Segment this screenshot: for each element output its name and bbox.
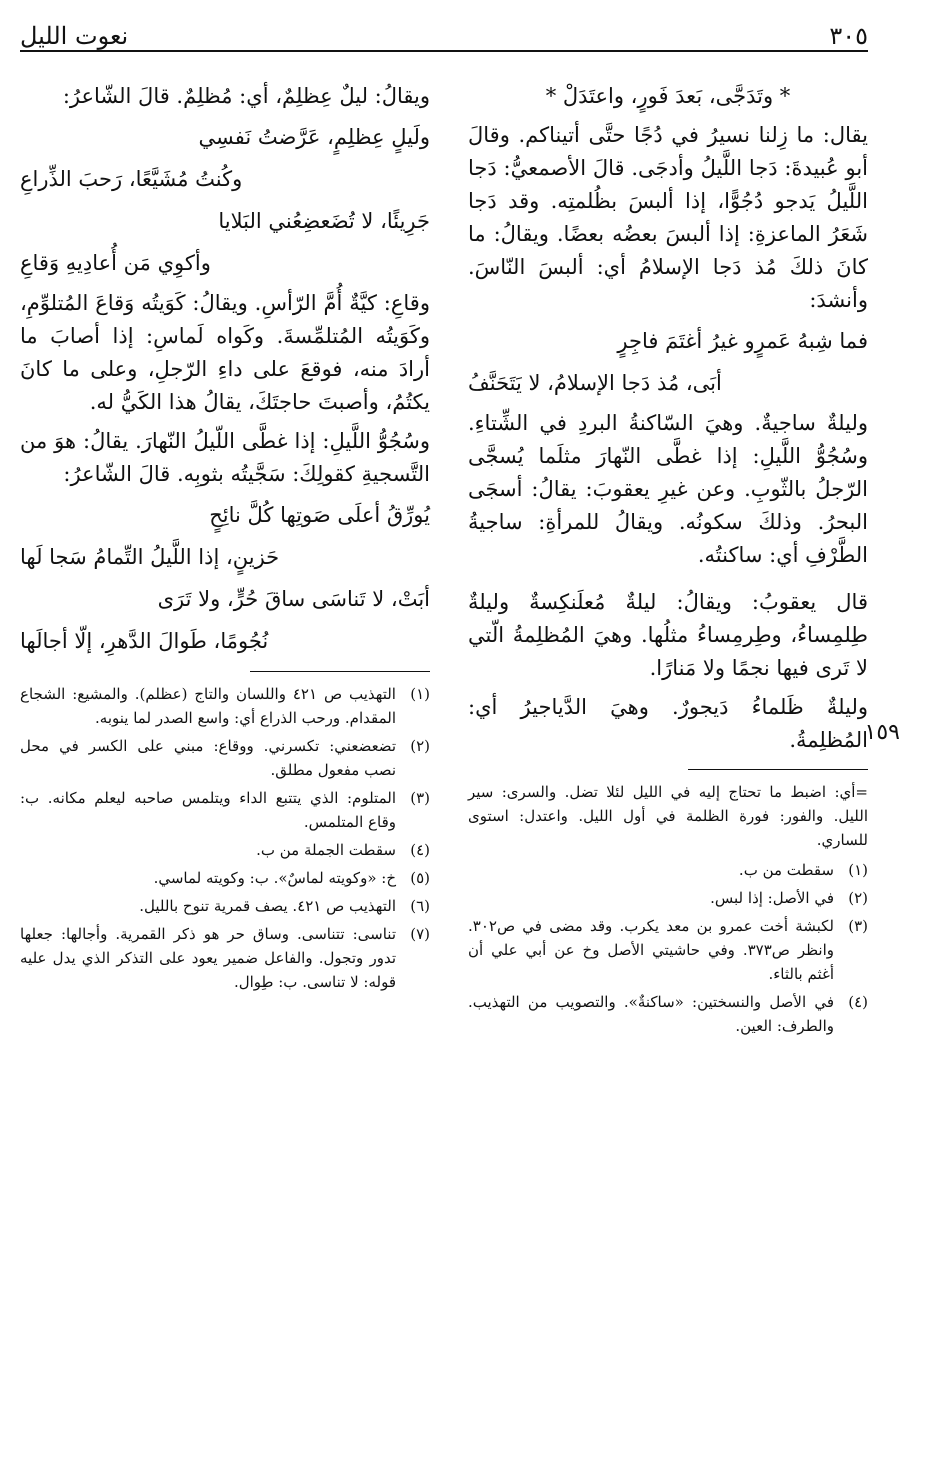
footnote-number: (٢)	[848, 889, 868, 907]
footnote-number: (٧)	[410, 925, 430, 943]
verse-line: فما شِبهُ عَمرٍو غيرُ أغتَمَ فاجِرٍ	[617, 329, 868, 353]
footnote	[468, 858, 868, 882]
footnote-text: تضعضعني: تكسرني. ووقاع: مبني على الكسر في محل نصب مفعول مطلق.	[20, 737, 396, 779]
footnote-text: لكبشة أخت عمرو بن معد يكرب. وقد مضى في ص٣٠٢. وانظر ص٣٧٣. وفي حاشيتي الأصل وخ عن أبي علي أن أغثم بالثاء.	[468, 917, 834, 983]
footnote-number: (٤)	[848, 993, 868, 1011]
footnote-text: التهذيب ص ٤٢١. يصف قمرية تنوح بالليل.	[139, 897, 396, 915]
left-column	[20, 80, 430, 998]
verse-line: أبَتْ، لا تَناسَى ساقَ حُرٍّ، ولا تَرَى	[157, 587, 430, 611]
footnote	[20, 838, 430, 862]
paragraph: وسُجُوُّ اللَّيلِ: إذا غطَّى اللّيلُ النّهارَ. يقالُ: هوَ من التَّسجيةِ كقولِكَ: سَجَّيتُه بثوبِه. قالَ الشّاعرُ:	[20, 429, 430, 486]
footnote	[20, 682, 430, 730]
footnote-text: خ: «وكويته لماسٌ». ب: وكويته لماسي.	[153, 869, 396, 887]
verse-line: يُورِّقُ أعلَى صَوتِها كُلَّ نائِحٍ	[209, 503, 430, 527]
footnote-number: (٣)	[848, 917, 868, 935]
paragraph: وليلةٌ ظَلماءُ دَيجورٌ. وهيَ الدَّياجيرُ أي: المُظلِمةُ.	[468, 695, 868, 752]
paragraph: وقاعِ: كيَّةٌ أُمَّ الرّأسِ. ويقالُ: كَوَيتُه وَقاعَ المُتلوِّمِ، وكَوَيتُه المُتلمِّسةَ. وكَواه لَماسِ: إذا أصابَ ما أرادَ منه، فوقعَ على داءِ الرّجلِ، وعلى ما كانَ يكتُمُ، وأصبتَ حاجتَكَ، يقالُ هذا الكَيُّ له.	[20, 291, 430, 414]
paragraph: يقال: ما زِلنا نسيرُ في دُجًا حتَّى أتيناكم. وقالَ أبو عُبيدةَ: دَجا اللَّيلُ وأدجَى. قالَ الأصمعيُّ: دَجا اللَّيلُ يَدجو دُجُوًّا، إذا ألبسَ بظُلمتِه. وقد دَجا شَعَرُ الماعزةِ: إذا ألبسَ بعضُه بعضًا. ويقالُ: ما كانَ ذلكَ مُذ دَجا الإسلامُ أي: ألبسَ النّاسَ. وأنشدَ:	[468, 123, 868, 312]
paragraph: قال يعقوبُ: ويقالُ: ليلةٌ مُعلَنكِسةٌ وليلةٌ طِلمِساءُ، وطِرمِساءُ مثلُها. وهيَ المُظلِمةُ الّتي لا تَرى فيها نجمًا ولا مَنارًا.	[468, 590, 868, 680]
verse-line: ولَيلٍ عِظلِمٍ، عَرَّضتُ نَفسِي	[198, 125, 430, 149]
verse-line: أبَى، مُذ دَجا الإسلامُ، لا يَتَحَنَّفُ	[468, 371, 722, 395]
footnote-number: (٦)	[410, 897, 430, 915]
footnote	[468, 914, 868, 986]
footnote-text: في الأصل والنسختين: «ساكنةٌ». والتصويب من التهذيب. والطرف: العين.	[468, 993, 834, 1035]
footnote	[468, 990, 868, 1038]
footnote-continuation: =أي: اضبط ما تحتاج إليه في الليل لئلا تضل. والسرى: سير الليل. والفور: فورة الظلمة في أول الليل. واعتدل: استوى للساري.	[468, 783, 868, 849]
page-number: ٣٠٥	[829, 22, 868, 50]
right-column	[468, 80, 868, 1042]
verse-line: حَزينٍ، إذا اللَّيلُ التِّمامُ سَجا لَها	[20, 545, 280, 569]
footnote-number: (٢)	[410, 737, 430, 755]
footnote-number: (٥)	[410, 869, 430, 887]
footnote	[20, 734, 430, 782]
footnote	[20, 894, 430, 918]
footnote-number: (٤)	[410, 841, 430, 859]
verse-heading: * وتَدَجَّى، بَعدَ فَورٍ، واعتَدَلْ *	[545, 84, 791, 108]
footnote-text: سقطت من ب.	[738, 861, 834, 879]
verse-line: وأكوِي مَن أُعادِيهِ وَقاعِ	[20, 251, 211, 275]
page-header	[20, 14, 868, 60]
footnote	[20, 866, 430, 890]
footnote-text: المتلوم: الذي يتتبع الداء ويتلمس صاحبه ليعلم مكانه. ب: وقاع المتلمس.	[20, 789, 396, 831]
paragraph: ويقالُ: ليلٌ عِظلِمٌ، أي: مُظلِمٌ. قالَ الشّاعرُ:	[62, 84, 430, 108]
footnote-number: (١)	[848, 861, 868, 879]
footnote-text: التهذيب ص ٤٢١ واللسان والتاج (عظلم). والمشيع: الشجاع المقدام. ورحب الذراع أي: واسع الصدر لما ينوبه.	[20, 685, 396, 727]
verse-line: نُجُومًا، طَوالَ الدَّهرِ، إلّا أجالَها	[20, 629, 269, 653]
verse-line: وكُنتُ مُشَيَّعًا، رَحبَ الذِّراعِ	[20, 167, 243, 191]
footnote-number: (١)	[410, 685, 430, 703]
footnote-text: في الأصل: إذا لبس.	[710, 889, 834, 907]
footnote	[20, 922, 430, 994]
paragraph: وليلةٌ ساجيةٌ. وهيَ السّاكنةُ البردِ في الشِّتاءِ. وسُجُوُّ اللَّيلِ: إذا غطَّى النّهارَ مثلَما يُسجَّى الرّجلُ بالثّوبِ. وعن غيرِ يعقوبَ: يقالُ: أسجَى البحرُ. وذلكَ سكونُه. ويقالُ للمرأةِ: ساجيةُ الطَّرْفِ أي: ساكنتُه.	[468, 411, 868, 567]
footnote-number: (٣)	[410, 789, 430, 807]
footnote	[20, 786, 430, 834]
footnote-text: تناسى: تتناسى. وساق حر هو ذكر القمرية. وأجالها: جعلها تدور وتجول. والفاعل ضمير يعود على التذكر الذي يدل عليه قوله: لا تناسى. ب: طِوال.	[20, 925, 396, 991]
footnote-rule	[688, 769, 868, 770]
header-rule	[20, 50, 868, 52]
running-title: نعوت الليل	[20, 22, 129, 50]
section-number: ١٥٩	[864, 720, 900, 745]
footnote-rule	[250, 671, 430, 672]
verse-line: جَرِيئًا، لا تُضَعضِعُني البَلايا	[218, 209, 430, 233]
footnote	[468, 886, 868, 910]
footnote-text: سقطت الجملة من ب.	[256, 841, 396, 859]
